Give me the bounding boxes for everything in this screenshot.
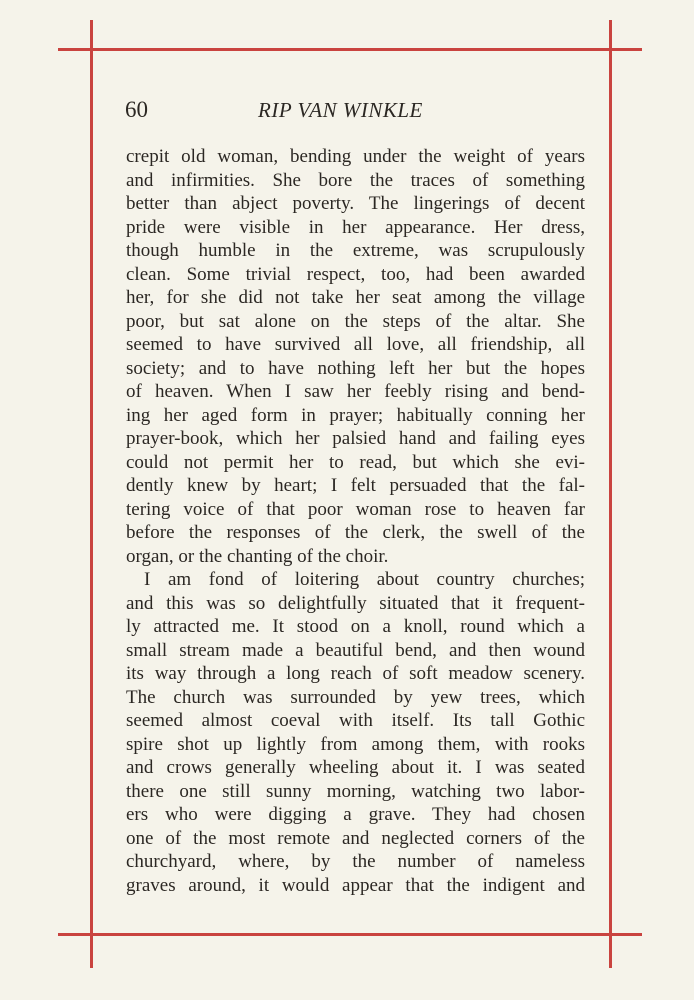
page-header [125,95,585,125]
text-line: ly attracted me. It stood on a knoll, round which a [126,616,585,637]
text-line: tering voice of that poor woman rose to heaven far [126,498,585,520]
text-line: and infirmities. She bore the traces of something [126,169,585,191]
text-line: pride were visible in her appearance. Her dress, [126,216,585,238]
text-line: its way through a long reach of soft meadow scenery. [126,663,585,684]
text-line: her, for she did not take her seat among the village [126,287,585,308]
text-line: of heaven. When I saw her feebly rising and bend- [126,381,585,402]
text-line: though humble in the extreme, was scrupulously [126,240,585,261]
text-line: prayer-book, which her palsied hand and failing eyes [126,428,585,449]
page-number: 60 [125,97,148,122]
running-title: RIP VAN WINKLE [258,98,423,122]
text-line: small stream made a beautiful bend, and then wound [126,639,585,661]
text-line: spire shot up lightly from among them, with rooks [126,733,585,755]
text-line: poor, but sat alone on the steps of the altar. She [126,310,585,332]
text-line: graves around, it would appear that the indigent and [126,874,585,896]
text-line: seemed almost coeval with itself. Its tall Gothic [126,710,585,731]
right-border-rule [609,20,612,968]
text-line: could not permit her to read, but which she evi- [126,451,585,473]
text-line: churchyard, where, by the number of nameless [126,851,585,872]
text-line: one of the most remote and neglected corners of the [126,827,585,849]
top-border-rule [58,48,642,51]
text-line-paragraph-start: I am fond of loitering about country churches; [144,569,585,590]
text-line: dently knew by heart; I felt persuaded that the fal- [126,475,585,496]
text-line: crepit old woman, bending under the weight of years [126,146,585,167]
text-line: there one still sunny morning, watching two labor- [126,780,585,802]
text-line: and crows generally wheeling about it. I was seated [126,757,585,778]
bottom-border-rule [58,933,642,936]
text-line: ers who were digging a grave. They had chosen [126,804,585,825]
text-line-paragraph-end: organ, or the chanting of the choir. [126,545,389,567]
text-line: and this was so delightfully situated that it frequent- [126,592,585,614]
left-border-rule [90,20,93,968]
text-line: society; and to have nothing left her but the hopes [126,357,585,379]
text-line: clean. Some trivial respect, too, had been awarded [126,263,585,285]
text-line: seemed to have survived all love, all friendship, all [126,334,585,355]
text-line: The church was surrounded by yew trees, which [126,686,585,708]
text-line: before the responses of the clerk, the swell of the [126,522,585,543]
text-line: ing her aged form in prayer; habitually conning her [126,404,585,426]
text-line: better than abject poverty. The lingerings of decent [126,193,585,214]
body-text [126,145,585,897]
